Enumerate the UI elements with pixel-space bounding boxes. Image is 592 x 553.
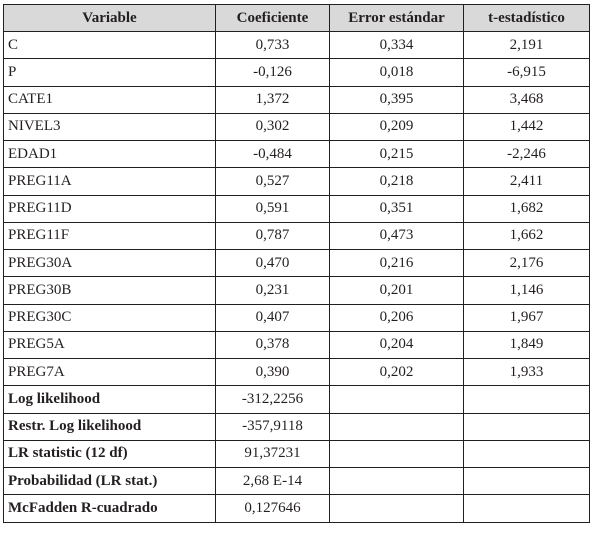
table-row <box>4 32 590 59</box>
regression-results-table-container <box>3 4 590 523</box>
t-statistic-cell: 1,442 <box>464 113 590 140</box>
standard-error-cell: 0,204 <box>330 331 464 358</box>
table-row <box>4 113 590 140</box>
table-row <box>4 304 590 331</box>
summary-stat-row <box>4 386 590 413</box>
variable-cell: PREG11A <box>4 168 216 195</box>
stat-value-cell: 2,68 E-14 <box>216 468 330 495</box>
coefficient-cell: 0,527 <box>216 168 330 195</box>
coefficient-cell: 0,470 <box>216 250 330 277</box>
variable-cell: PREG7A <box>4 359 216 386</box>
coefficient-cell: -0,126 <box>216 59 330 86</box>
table-row <box>4 277 590 304</box>
stat-value-cell: 91,37231 <box>216 440 330 467</box>
standard-error-cell: 0,018 <box>330 59 464 86</box>
table-row <box>4 195 590 222</box>
summary-stat-row <box>4 468 590 495</box>
variable-cell: PREG30B <box>4 277 216 304</box>
table-row <box>4 331 590 358</box>
t-statistic-cell: 2,191 <box>464 32 590 59</box>
coefficient-cell: 0,378 <box>216 331 330 358</box>
regression-results-table <box>3 4 590 523</box>
t-statistic-cell: 1,933 <box>464 359 590 386</box>
variable-cell: PREG30C <box>4 304 216 331</box>
empty-cell <box>464 468 590 495</box>
table-row <box>4 86 590 113</box>
variable-cell: NIVEL3 <box>4 113 216 140</box>
table-row <box>4 141 590 168</box>
table-row <box>4 222 590 249</box>
coefficient-cell: 1,372 <box>216 86 330 113</box>
coefficient-cell: -0,484 <box>216 141 330 168</box>
standard-error-cell: 0,351 <box>330 195 464 222</box>
coefficient-cell: 0,231 <box>216 277 330 304</box>
empty-cell <box>464 495 590 522</box>
stat-label-cell: LR statistic (12 df) <box>4 440 216 467</box>
stat-value-cell: -357,9118 <box>216 413 330 440</box>
header-t-statistic: t-estadístico <box>464 5 590 32</box>
variable-cell: PREG11D <box>4 195 216 222</box>
empty-cell <box>330 468 464 495</box>
table-row <box>4 59 590 86</box>
coefficient-cell: 0,390 <box>216 359 330 386</box>
summary-stat-row <box>4 495 590 522</box>
empty-cell <box>330 495 464 522</box>
empty-cell <box>330 440 464 467</box>
variable-cell: EDAD1 <box>4 141 216 168</box>
stat-label-cell: McFadden R-cuadrado <box>4 495 216 522</box>
stat-label-cell: Probabilidad (LR stat.) <box>4 468 216 495</box>
table-row <box>4 250 590 277</box>
variable-cell: C <box>4 32 216 59</box>
empty-cell <box>464 386 590 413</box>
t-statistic-cell: 1,682 <box>464 195 590 222</box>
variable-cell: P <box>4 59 216 86</box>
empty-cell <box>330 386 464 413</box>
variable-cell: PREG11F <box>4 222 216 249</box>
standard-error-cell: 0,334 <box>330 32 464 59</box>
variable-cell: CATE1 <box>4 86 216 113</box>
summary-stat-row <box>4 413 590 440</box>
t-statistic-cell: -6,915 <box>464 59 590 86</box>
standard-error-cell: 0,216 <box>330 250 464 277</box>
standard-error-cell: 0,201 <box>330 277 464 304</box>
table-header-row <box>4 5 590 32</box>
t-statistic-cell: 1,146 <box>464 277 590 304</box>
standard-error-cell: 0,473 <box>330 222 464 249</box>
summary-stat-row <box>4 440 590 467</box>
empty-cell <box>464 440 590 467</box>
standard-error-cell: 0,395 <box>330 86 464 113</box>
header-variable: Variable <box>4 5 216 32</box>
stat-label-cell: Restr. Log likelihood <box>4 413 216 440</box>
stat-value-cell: -312,2256 <box>216 386 330 413</box>
header-standard-error: Error estándar <box>330 5 464 32</box>
stat-label-cell: Log likelihood <box>4 386 216 413</box>
empty-cell <box>464 413 590 440</box>
table-row <box>4 168 590 195</box>
coefficient-cell: 0,407 <box>216 304 330 331</box>
standard-error-cell: 0,206 <box>330 304 464 331</box>
header-coefficient: Coeficiente <box>216 5 330 32</box>
standard-error-cell: 0,215 <box>330 141 464 168</box>
coefficient-cell: 0,787 <box>216 222 330 249</box>
standard-error-cell: 0,209 <box>330 113 464 140</box>
table-row <box>4 359 590 386</box>
stat-value-cell: 0,127646 <box>216 495 330 522</box>
t-statistic-cell: 1,849 <box>464 331 590 358</box>
t-statistic-cell: -2,246 <box>464 141 590 168</box>
coefficient-cell: 0,733 <box>216 32 330 59</box>
coefficient-cell: 0,302 <box>216 113 330 140</box>
variable-cell: PREG30A <box>4 250 216 277</box>
coefficient-cell: 0,591 <box>216 195 330 222</box>
standard-error-cell: 0,218 <box>330 168 464 195</box>
standard-error-cell: 0,202 <box>330 359 464 386</box>
t-statistic-cell: 1,662 <box>464 222 590 249</box>
t-statistic-cell: 3,468 <box>464 86 590 113</box>
t-statistic-cell: 1,967 <box>464 304 590 331</box>
t-statistic-cell: 2,176 <box>464 250 590 277</box>
empty-cell <box>330 413 464 440</box>
variable-cell: PREG5A <box>4 331 216 358</box>
t-statistic-cell: 2,411 <box>464 168 590 195</box>
